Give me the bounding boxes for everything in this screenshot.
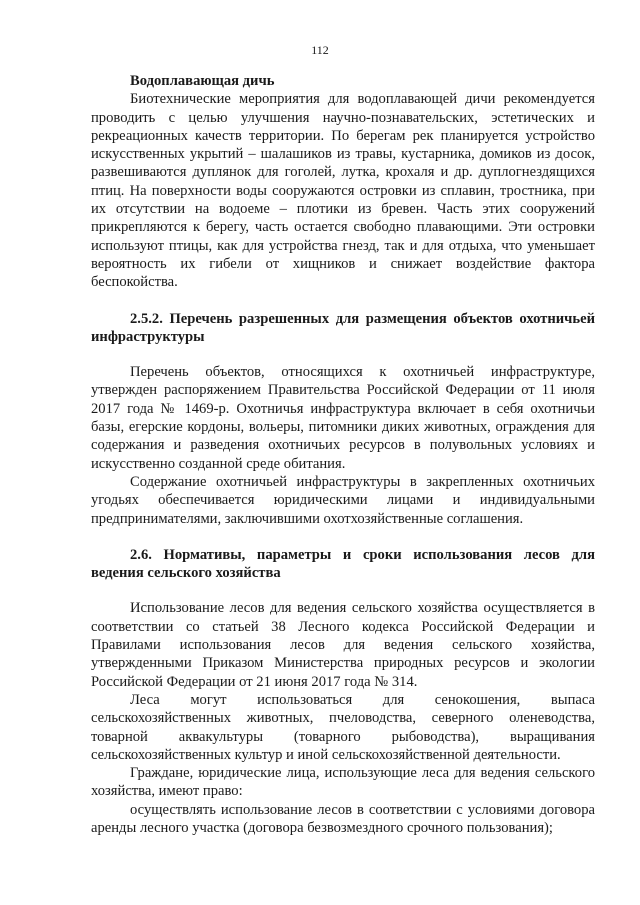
section-title-2-6: 2.6. Нормативы, параметры и сроки использования лесов для ведения сельского хозяйства bbox=[91, 546, 595, 582]
paragraph: Использование лесов для ведения сельского хозяйства осуществляется в соответствии со статьей 38 Лесного кодекса Российской Федерации и Правилами использования лесов для ведения сельского хозяйства, утвержденными Приказом Министерства природных ресурсов и экологии Российской Федерации от 21 июня 2017 года № 314. bbox=[91, 600, 595, 690]
spacer bbox=[91, 582, 595, 599]
page-number: 112 bbox=[311, 43, 329, 57]
paragraph: Содержание охотничьей инфраструктуры в закрепленных охотничьих угодьях обеспечивается юридическими лицами и индивидуальными предпринимателями, заключившими охотхозяйственные соглашения. bbox=[91, 473, 595, 527]
paragraph: Биотехнические мероприятия для водоплавающей дичи рекомендуется проводить с целью улучшения научно-познавательских, эстетических и рекреационных качеств территории. По берегам рек планируется устройство искусственных укрытий – шалашиков из травы, кустарника, домиков из досок, развешиваются дуплянок для гоголей, лутка, крохаля и др. дуплогнездящихся птиц. На поверхности воды сооружаются островки из сплавин, тростника, при их отсутствии на водоеме – плотики из бревен. Часть этих сооружений прикрепляются к берегу, часть остается свободно плавающими. Эти островки используют птицы, как для устройства гнезд, так и для отдыха, что уменьшает вероятность их гибели от хищников и снижает воздействие фактора беспокойства. bbox=[91, 91, 595, 291]
paragraph: Граждане, юридические лица, использующие леса для ведения сельского хозяйства, имеют право: bbox=[91, 765, 595, 800]
section-title-waterfowl: Водоплавающая дичь bbox=[130, 73, 275, 89]
paragraph: осуществлять использование лесов в соответствии с условиями договора аренды лесного участка (договора безвозмездного срочного пользования); bbox=[91, 801, 595, 836]
spacer bbox=[91, 292, 595, 310]
spacer bbox=[91, 528, 595, 546]
page-content bbox=[91, 72, 595, 837]
paragraph: Перечень объектов, относящихся к охотничьей инфраструктуре, утвержден распоряжением Правительства Российской Федерации от 11 июля 2017 года № 1469-р. Охотничья инфраструктура включает в себя охотничьи базы, егерские кордоны, вольеры, питомники диких животных, ограждения для содержания и разведения охотничьих ресурсов в полувольных условиях и искусственно созданной среде обитания. bbox=[91, 364, 595, 472]
paragraph: Леса могут использоваться для сенокошения, выпаса сельскохозяйственных животных, пчеловодства, северного оленеводства, товарной аквакультуры (товарного рыбоводства), выращивания сельскохозяйственных культур и иной сельскохозяйственной деятельности. bbox=[91, 691, 595, 763]
section-title-2-5-2: 2.5.2. Перечень разрешенных для размещения объектов охотничьей инфраструктуры bbox=[91, 310, 595, 345]
spacer bbox=[91, 346, 595, 363]
